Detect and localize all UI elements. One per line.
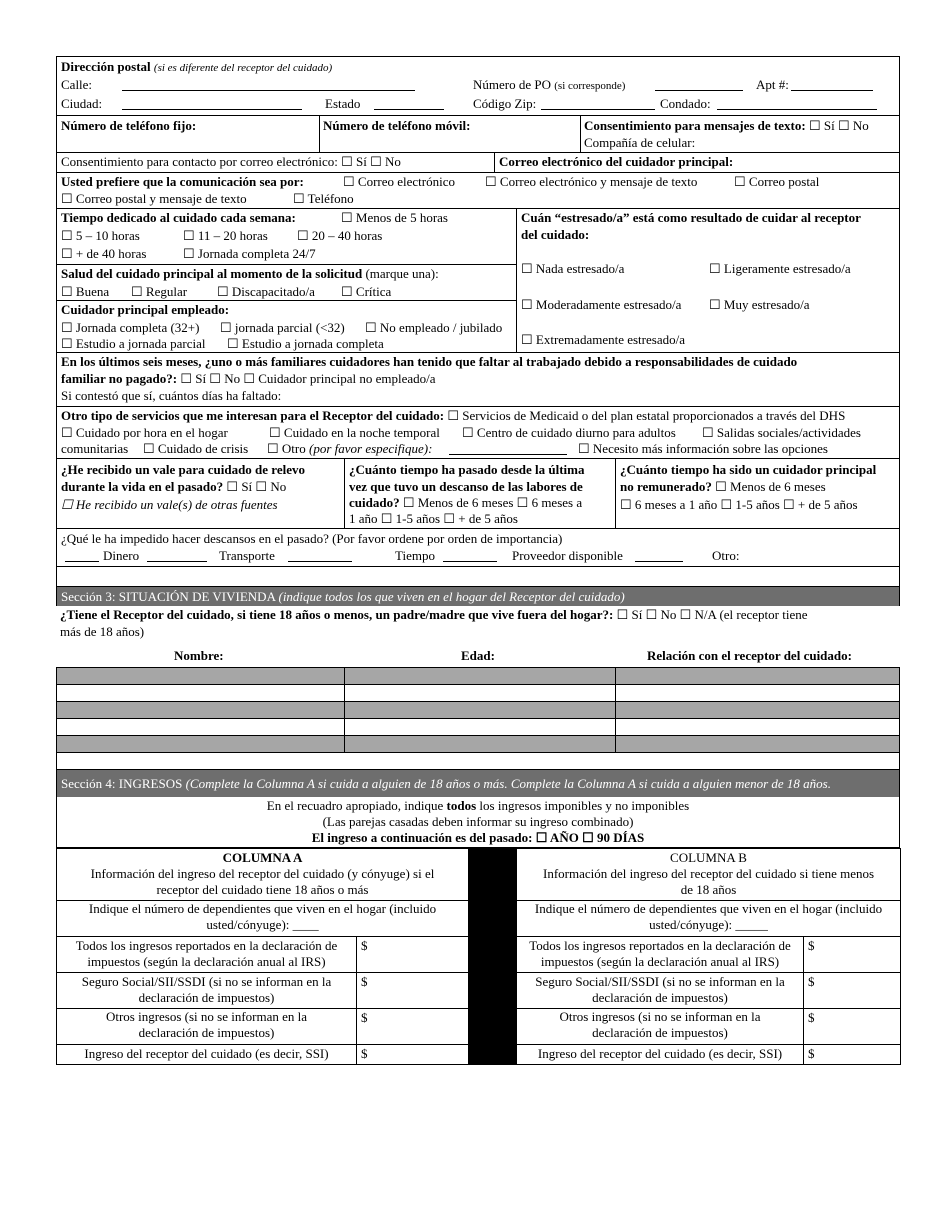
- apt-field[interactable]: [791, 78, 873, 91]
- po-label: Número de PO: [473, 77, 551, 92]
- caregiver-status-block: [56, 209, 900, 353]
- comm-opt-email-text[interactable]: ☐ Correo electrónico y mensaje de texto: [485, 174, 698, 189]
- household-name-cell[interactable]: [57, 668, 345, 685]
- street-field[interactable]: [122, 78, 415, 91]
- services-opt-overnight[interactable]: ☐ Cuidado en la noche temporal: [269, 425, 440, 440]
- barrier-provider-field[interactable]: [635, 549, 683, 562]
- col-age: Edad:: [461, 648, 495, 663]
- income-b-taxes-field[interactable]: $: [804, 937, 901, 973]
- voucher-q1-options[interactable]: ☐ Sí ☐ No: [223, 479, 287, 494]
- comm-label: Usted prefiere que la comunicación sea por:: [61, 174, 304, 189]
- voucher-q1: ¿He recibido un vale para cuidado de relevo: [61, 462, 305, 477]
- income-b-ssi-label: Seguro Social/SII/SSDI (si no se informan en la declaración de impuestos): [517, 973, 804, 1009]
- section3-q: ¿Tiene el Receptor del cuidado, si tiene 18 años o menos, un padre/madre que vive fuera del hogar?:: [60, 607, 614, 622]
- street-label: Calle:: [61, 77, 93, 92]
- column-b-title: COLUMNA B: [670, 850, 747, 865]
- household-name-cell[interactable]: [57, 685, 345, 702]
- section4-instructions: [56, 797, 900, 848]
- mailing-title: Dirección postal: [61, 59, 151, 74]
- services-opt-hourly[interactable]: ☐ Cuidado por hora en el hogar: [61, 425, 228, 440]
- section4-header: [56, 770, 900, 797]
- mailing-note: (si es diferente del receptor del cuidado): [153, 62, 333, 74]
- column-a-header: [57, 849, 469, 901]
- household-relationship-cell[interactable]: [616, 702, 900, 719]
- income-header-row: [57, 849, 901, 901]
- table-row: [57, 685, 900, 702]
- income-table: [56, 848, 901, 1065]
- state-field[interactable]: [374, 97, 444, 110]
- employed-opt-full[interactable]: ☐ Jornada completa (32+): [61, 320, 200, 335]
- sms-consent-options[interactable]: ☐ Sí ☐ No: [808, 118, 869, 133]
- services-label: Otro tipo de servicios que me interesan para el Receptor del cuidado:: [61, 408, 445, 423]
- section4-l1a: En el recuadro apropiado, indique: [266, 798, 447, 813]
- section3-title: Sección 3: SITUACIÓN DE VIVIENDA: [61, 589, 276, 604]
- income-a-recipient-field[interactable]: $: [357, 1045, 469, 1065]
- form-page: [56, 56, 900, 1065]
- employed-label: Cuidador principal empleado:: [61, 302, 230, 317]
- comm-opt-postal[interactable]: ☐ Correo postal: [734, 174, 820, 189]
- table-row: [57, 736, 900, 753]
- column-b-dependents[interactable]: Indique el número de dependientes que viven en el hogar (incluido usted/cónyuge): _____: [517, 901, 901, 937]
- income-b-other-label: Otros ingresos (si no se informan en la declaración de impuestos): [517, 1009, 804, 1045]
- barrier-money-field[interactable]: [65, 549, 99, 562]
- services-other-note: (por favor especifique):: [308, 441, 433, 456]
- spacer-row-2: [56, 753, 900, 770]
- mobile-label[interactable]: Número de teléfono móvil:: [323, 118, 471, 133]
- missed-work-row: [56, 353, 900, 407]
- voucher-q2c: cuidado?: [349, 495, 400, 510]
- stress-opt-extreme[interactable]: ☐ Extremadamente estresado/a: [521, 332, 685, 347]
- time-opt-5-10[interactable]: ☐ 5 – 10 horas: [61, 228, 140, 243]
- section3-note: (indique todos los que viven en el hogar del Receptor del cuidado): [278, 589, 625, 604]
- health-opt-fair[interactable]: ☐ Regular: [131, 284, 188, 299]
- income-b-ssi-field[interactable]: $: [804, 973, 901, 1009]
- income-b-recipient-field[interactable]: $: [804, 1045, 901, 1065]
- voucher-q2b: vez que tuvo un descanso de las labores de: [349, 479, 583, 494]
- household-relationship-cell[interactable]: [616, 685, 900, 702]
- state-label: Estado: [325, 96, 361, 111]
- column-b-header: [517, 849, 901, 901]
- household-age-cell[interactable]: [345, 685, 616, 702]
- apt-label: Apt #:: [756, 77, 789, 92]
- barrier-money-rank[interactable]: [147, 549, 207, 562]
- household-relationship-cell[interactable]: [616, 719, 900, 736]
- time-opt-247[interactable]: ☐ Jornada completa 24/7: [183, 246, 316, 261]
- voucher-other-sources[interactable]: ☐ He recibido un vale(s) de otras fuentes: [61, 497, 278, 512]
- voucher-q3b: no remunerado?: [620, 479, 712, 494]
- column-b-desc: Información del ingreso del receptor del cuidado si tiene menos de 18 años: [543, 866, 875, 897]
- health-opt-disabled[interactable]: ☐ Discapacitado/a: [217, 284, 315, 299]
- column-divider: [469, 849, 517, 1065]
- county-label: Condado:: [660, 96, 711, 111]
- services-opt-daycare[interactable]: ☐ Centro de cuidado diurno para adultos: [462, 425, 676, 440]
- table-row: [57, 702, 900, 719]
- email-consent[interactable]: Consentimiento para contacto por correo electrónico: ☐ Sí ☐ No: [61, 154, 401, 169]
- time-opt-40plus[interactable]: ☐ + de 40 horas: [61, 246, 147, 261]
- mailing-address-block: [56, 56, 900, 116]
- services-opt-social-cont: comunitarias: [61, 441, 129, 456]
- sms-consent-label: Consentimiento para mensajes de texto:: [584, 118, 806, 133]
- barrier-transport: Transporte: [219, 548, 275, 563]
- carrier-label[interactable]: Compañía de celular:: [584, 135, 696, 150]
- missed-days-label[interactable]: Si contestó que sí, cuántos días ha faltado:: [61, 388, 282, 403]
- income-a-taxes-field[interactable]: $: [357, 937, 469, 973]
- voucher-row: [56, 459, 900, 529]
- employed-opt-study-full[interactable]: ☐ Estudio a jornada completa: [227, 336, 384, 351]
- section3-header: [56, 587, 900, 606]
- stress-opt-moderate[interactable]: ☐ Moderadamente estresado/a: [521, 297, 682, 312]
- column-a-title: COLUMNA A: [222, 850, 303, 865]
- voucher-q3: ¿Cuánto tiempo ha sido un cuidador principal: [620, 462, 877, 477]
- services-opt-more-info[interactable]: ☐ Necesito más información sobre las opciones: [578, 441, 828, 456]
- voucher-q3-options[interactable]: ☐ Menos de 6 meses: [711, 479, 826, 494]
- city-label: Ciudad:: [61, 96, 103, 111]
- employed-opt-none[interactable]: ☐ No empleado / jubilado: [365, 320, 503, 335]
- missed-question: En los últimos seis meses, ¿uno o más familiares cuidadores han tenido que faltar al trabajado debido a responsabilidades de cuidado: [61, 354, 798, 369]
- column-a-dependents[interactable]: Indique el número de dependientes que viven en el hogar (incluido usted/cónyuge): ____: [57, 901, 469, 937]
- stress-label: Cuán “estresado/a” está como resultado de cuidar al receptor: [521, 210, 861, 225]
- comm-opt-email[interactable]: ☐ Correo electrónico: [343, 174, 455, 189]
- barrier-other: Otro:: [712, 548, 740, 563]
- income-a-ssi-label: Seguro Social/SII/SSDI (si no se informan en la declaración de impuestos): [57, 973, 357, 1009]
- time-opt-lt5[interactable]: ☐ Menos de 5 horas: [341, 210, 448, 225]
- col-relationship: Relación con el receptor del cuidado:: [647, 648, 852, 663]
- household-name-cell[interactable]: [57, 736, 345, 753]
- household-age-cell[interactable]: [345, 719, 616, 736]
- comm-opt-postal-text[interactable]: ☐ Correo postal y mensaje de texto: [61, 191, 247, 206]
- city-field[interactable]: [122, 97, 302, 110]
- income-a-ssi-field[interactable]: $: [357, 973, 469, 1009]
- section4-l1b: todos: [446, 798, 477, 813]
- household-headers: [56, 647, 900, 667]
- household-table: [56, 667, 900, 753]
- income-a-other-label: Otros ingresos (si no se informan en la declaración de impuestos): [57, 1009, 357, 1045]
- services-opt-social[interactable]: ☐ Salidas sociales/actividades: [702, 425, 861, 440]
- household-relationship-cell[interactable]: [616, 736, 900, 753]
- employed-opt-part[interactable]: ☐ jornada parcial (<32): [220, 320, 345, 335]
- household-age-cell[interactable]: [345, 668, 616, 685]
- time-label: Tiempo dedicado al cuidado cada semana:: [61, 210, 296, 225]
- missed-question-2: familiar no pagado?:: [61, 371, 178, 386]
- section4-title: Sección 4: INGRESOS: [61, 776, 183, 791]
- time-opt-20-40[interactable]: ☐ 20 – 40 horas: [297, 228, 383, 243]
- section3-question: [56, 606, 900, 647]
- barrier-transport-field[interactable]: [288, 549, 352, 562]
- section4-period[interactable]: El ingreso a continuación es del pasado: ☐ AÑO ☐ 90 DÍAS: [311, 830, 645, 845]
- landline-label[interactable]: Número de teléfono fijo:: [61, 118, 197, 133]
- household-name-cell[interactable]: [57, 702, 345, 719]
- barrier-time-field[interactable]: [443, 549, 497, 562]
- income-b-taxes-label: Todos los ingresos reportados en la declaración de impuestos (según la declaración anual al IRS): [517, 937, 804, 973]
- employed-opt-study-part[interactable]: ☐ Estudio a jornada parcial: [61, 336, 206, 351]
- table-row: [57, 719, 900, 736]
- voucher-q1b: durante la vida en el pasado?: [61, 479, 224, 494]
- po-field[interactable]: [655, 78, 743, 91]
- zip-field[interactable]: [541, 97, 655, 110]
- voucher-q2-options[interactable]: ☐ Menos de 6 meses ☐ 6 meses a: [399, 495, 583, 510]
- income-b-other-field[interactable]: $: [804, 1009, 901, 1045]
- health-note: (marque una):: [365, 266, 439, 281]
- zip-label: Código Zip:: [473, 96, 537, 111]
- barrier-provider: Proveedor disponible: [512, 548, 623, 563]
- health-label: Salud del cuidado principal al momento de la solicitud: [61, 266, 363, 281]
- missed-options[interactable]: ☐ Sí ☐ No ☐ Cuidador principal no empleado/a: [177, 371, 436, 386]
- voucher-q2-options-2[interactable]: 1 año ☐ 1-5 años ☐ + de 5 años: [349, 511, 518, 526]
- po-note: (si corresponde): [554, 80, 626, 92]
- section3-q-options[interactable]: ☐ Sí ☐ No ☐ N/A (el receptor tiene: [613, 607, 808, 622]
- income-a-taxes-label: Todos los ingresos reportados en la declaración de impuestos (según la declaración anual al IRS): [57, 937, 357, 973]
- voucher-q2: ¿Cuánto tiempo ha pasado desde la última: [349, 462, 585, 477]
- comm-opt-phone[interactable]: ☐ Teléfono: [293, 191, 354, 206]
- household-age-cell[interactable]: [345, 736, 616, 753]
- section4-note: (Complete la Columna A si cuida a alguien de 18 años o más. Complete la Columna A si cuida a alguien menor de 18 años.: [185, 776, 831, 791]
- household-relationship-cell[interactable]: [616, 668, 900, 685]
- services-row: [56, 407, 900, 459]
- income-b-recipient-label: Ingreso del receptor del cuidado (es decir, SSI): [517, 1045, 804, 1065]
- county-field[interactable]: [717, 97, 877, 110]
- income-a-recipient-label: Ingreso del receptor del cuidado (es decir, SSI): [57, 1045, 357, 1065]
- comm-pref-row: [56, 173, 900, 209]
- stress-opt-slight[interactable]: ☐ Ligeramente estresado/a: [709, 261, 851, 276]
- household-name-cell[interactable]: [57, 719, 345, 736]
- barrier-time: Tiempo: [395, 548, 435, 563]
- barrier-money: Dinero: [103, 548, 140, 563]
- services-opt-other[interactable]: ☐ Otro: [267, 441, 306, 456]
- table-row: [57, 668, 900, 685]
- services-opt-medicaid[interactable]: ☐ Servicios de Medicaid o del plan estatal proporcionados a través del DHS: [447, 408, 846, 423]
- section4-l1c: los ingresos imponibles y no imponibles: [476, 798, 690, 813]
- barriers-row: [56, 529, 900, 567]
- services-other-field[interactable]: [449, 442, 567, 455]
- spacer-row: [56, 567, 900, 587]
- stress-opt-none[interactable]: ☐ Nada estresado/a: [521, 261, 625, 276]
- income-a-other-field[interactable]: $: [357, 1009, 469, 1045]
- household-age-cell[interactable]: [345, 702, 616, 719]
- phones-row: [56, 116, 900, 153]
- column-a-desc: Información del ingreso del receptor del cuidado (y cónyuge) si el receptor del cuidado tiene 18 años o más: [90, 866, 435, 897]
- time-opt-11-20[interactable]: ☐ 11 – 20 horas: [183, 228, 268, 243]
- health-opt-critical[interactable]: ☐ Crítica: [341, 284, 392, 299]
- section4-l2: (Las parejas casadas deben informar su ingreso combinado): [322, 814, 634, 829]
- primary-email-label[interactable]: Correo electrónico del cuidador principal:: [499, 154, 734, 169]
- health-opt-good[interactable]: ☐ Buena: [61, 284, 110, 299]
- voucher-q3-options-2[interactable]: ☐ 6 meses a 1 año ☐ 1-5 años ☐ + de 5 años: [620, 497, 858, 512]
- col-name: Nombre:: [174, 648, 224, 663]
- stress-label-2: del cuidado:: [521, 227, 590, 242]
- services-opt-crisis[interactable]: ☐ Cuidado de crisis: [143, 441, 249, 456]
- email-row: [56, 153, 900, 173]
- barriers-question: ¿Qué le ha impedido hacer descansos en el pasado? (Por favor ordene por orden de importancia): [61, 531, 563, 546]
- section3-q2: más de 18 años): [60, 624, 145, 639]
- stress-opt-very[interactable]: ☐ Muy estresado/a: [709, 297, 810, 312]
